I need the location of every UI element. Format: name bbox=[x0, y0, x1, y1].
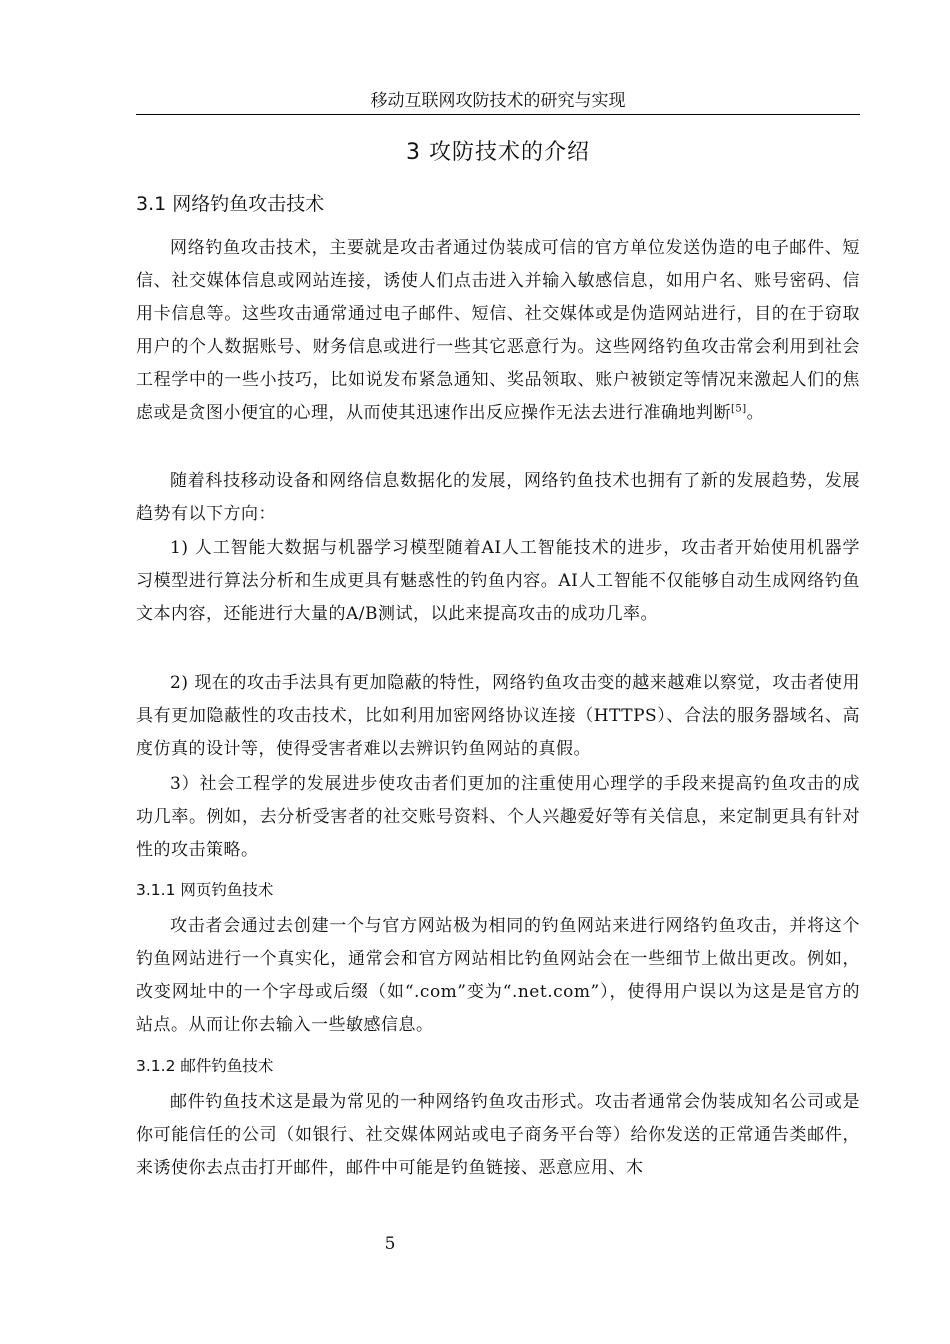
paragraph-text: 网络钓鱼攻击技术，主要就是攻击者通过伪装成可信的官方单位发送伪造的电子邮件、短信、社交媒体信息或网站连接，诱使人们点击进入并输入敏感信息，如用户名、账号密码、信用卡信息等。这些攻击通常通过电子邮件、短信、社交媒体或是伪造网站进行，目的在于窃取用户的个人数据账号、财务信息或进行一些其它恶意行为。这些网络钓鱼攻击常会利用到社会工程学中的一些小技巧，比如说发布紧急通知、奖品领取、账户被锁定等情况来激起人们的焦虑或是贪图小便宜的心理，从而使其迅速作出反应操作无法去进行准确地判断 bbox=[136, 238, 860, 423]
page-number: 5 bbox=[384, 1234, 396, 1254]
subsection-title: 3.1.2 邮件钓鱼技术 bbox=[136, 1057, 274, 1075]
paragraph: 随着科技移动设备和网络信息数据化的发展，网络钓鱼技术也拥有了新的发展趋势，发展趋势有以下方向： bbox=[136, 471, 860, 524]
list-item: 3）社会工程学的发展进步使攻击者们更加的注重使用心理学的手段来提高钓鱼攻击的成功几率。例如，去分析受害者的社交账号资料、个人兴趣爱好等有关信息，来定制更具有针对性的攻击策略。 bbox=[136, 774, 860, 860]
citation-marker: [5] bbox=[731, 403, 747, 415]
header-rule bbox=[136, 114, 860, 115]
paragraph bbox=[136, 232, 860, 464]
chapter-title: 3 攻防技术的介绍 bbox=[406, 140, 590, 165]
subsection-title: 3.1.1 网页钓鱼技术 bbox=[136, 881, 274, 899]
list-item: 2) 现在的攻击手法具有更加隐蔽的特性，网络钓鱼攻击变的越来越难以察觉，攻击者使用具有更加隐蔽性的攻击技术，比如利用加密网络协议连接（HTTPS）、合法的服务器域名、高度仿真的设计等，使得受害者难以去辨识钓鱼网站的真假。 bbox=[136, 673, 860, 759]
paragraph-end: 。 bbox=[746, 403, 765, 423]
paragraph: 邮件钓鱼技术这是最为常见的一种网络钓鱼攻击形式。攻击者通常会伪装成知名公司或是你可能信任的公司（如银行、社交媒体网站或电子商务平台等）给你发送的正常通告类邮件，来诱使你去点击打开邮件，邮件中可能是钓鱼链接、恶意应用、木 bbox=[136, 1092, 860, 1178]
running-header: 移动互联网攻防技术的研究与实现 bbox=[370, 91, 626, 111]
section-title: 3.1 网络钓鱼攻击技术 bbox=[136, 193, 325, 215]
paragraph: 攻击者会通过去创建一个与官方网站极为相同的钓鱼网站来进行网络钓鱼攻击，并将这个钓鱼网站进行一个真实化，通常会和官方网站相比钓鱼网站会在一些细节上做出更改。例如，改变网址中的一个字母或后缀（如“.com”变为“.net.com”），使得用户误以为这是是官方的站点。从而让你去输入一些敏感信息。 bbox=[136, 916, 860, 1035]
list-item: 1) 人工智能大数据与机器学习模型随着AI人工智能技术的进步，攻击者开始使用机器学习模型进行算法分析和生成更具有魅惑性的钓鱼内容。AI人工智能不仅能够自动生成网络钓鱼文本内容，还能进行大量的A/B测试，以此来提高攻击的成功几率。 bbox=[136, 538, 860, 624]
